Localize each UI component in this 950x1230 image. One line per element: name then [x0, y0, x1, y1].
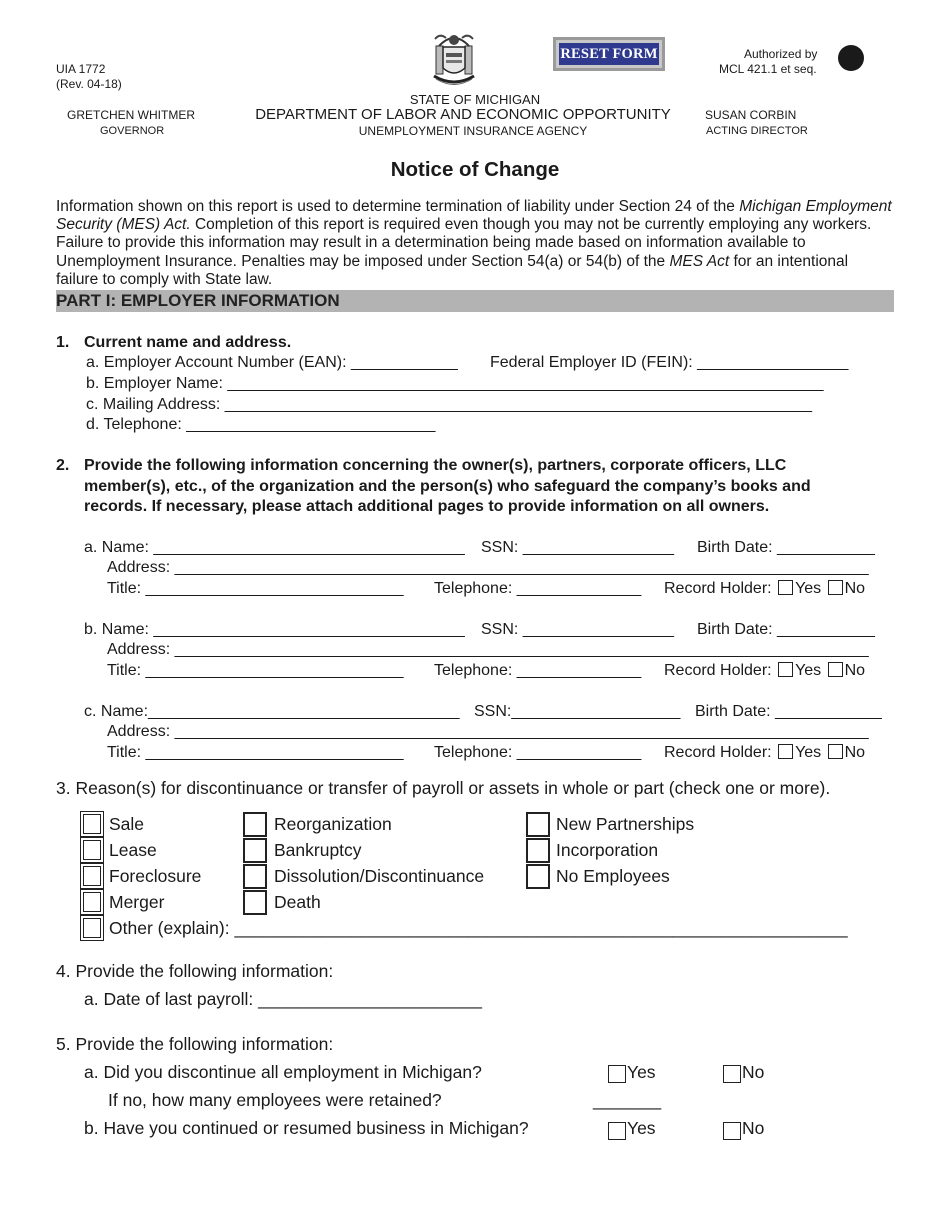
q5a-no-label: No — [742, 1062, 765, 1082]
other-explain-field[interactable]: Other (explain): _______________________________________________________________ — [109, 918, 848, 938]
fein-field[interactable]: Federal Employer ID (FEIN): _________________ — [490, 354, 849, 371]
filled-circle-icon — [838, 45, 864, 71]
owner-b-record-holder — [664, 661, 865, 682]
director-name: SUSAN CORBIN — [705, 108, 797, 122]
sale-checkbox[interactable] — [80, 811, 104, 837]
form-number: UIA 1772 — [56, 62, 106, 76]
incorporation-checkbox[interactable] — [526, 838, 550, 863]
q4-text: 4. Provide the following information: — [56, 961, 334, 981]
new-partnerships-checkbox[interactable] — [526, 812, 550, 837]
q5a-subquestion: If no, how many employees were retained? — [108, 1090, 442, 1110]
owner-c-record-holder — [664, 743, 865, 764]
reset-form-label: RESET FORM — [559, 43, 659, 65]
q2-line-1: Provide the following information concerning the owner(s), partners, corporate officers, LLC — [84, 457, 787, 474]
owner-b-title-field[interactable]: Title: _____________________________ — [107, 662, 404, 679]
new-partnerships-label: New Partnerships — [556, 814, 695, 834]
no-label: No — [844, 744, 866, 761]
merger-checkbox[interactable] — [80, 889, 104, 915]
yes-label: Yes — [795, 580, 822, 597]
reset-form-button[interactable] — [553, 37, 665, 71]
owner-c-title-field[interactable]: Title: _____________________________ — [107, 744, 404, 761]
dissolution-label: Dissolution/Discontinuance — [274, 866, 485, 886]
owner-b-name-field[interactable]: b. Name: ___________________________________ — [84, 621, 465, 638]
incorporation-label: Incorporation — [556, 840, 659, 860]
governor-title: GOVERNOR — [100, 125, 165, 137]
lease-checkbox[interactable] — [80, 837, 104, 863]
owner-a-yes-checkbox[interactable] — [778, 580, 793, 595]
reorganization-label: Reorganization — [274, 814, 392, 834]
reorganization-checkbox[interactable] — [243, 812, 267, 837]
state-name: STATE OF MICHIGAN — [409, 92, 541, 107]
owner-a-title-field[interactable]: Title: _____________________________ — [107, 580, 404, 597]
q5a-yes-label: Yes — [627, 1062, 656, 1082]
owner-c-no-checkbox[interactable] — [828, 744, 843, 759]
bankruptcy-label: Bankruptcy — [274, 840, 362, 860]
q2-number: 2. — [56, 457, 70, 474]
department-name: DEPARTMENT OF LABOR AND ECONOMIC OPPORTUNITY — [255, 106, 671, 123]
owner-a-birth-date-field[interactable]: Birth Date: ___________ — [697, 539, 875, 556]
director-title: ACTING DIRECTOR — [706, 125, 808, 137]
owner-c-address-field[interactable]: Address: ______________________________________________________________________________ — [107, 723, 869, 740]
q5a-question: a. Did you discontinue all employment in Michigan? — [84, 1062, 482, 1082]
owner-b-ssn-field[interactable]: SSN: _________________ — [481, 621, 675, 638]
no-label: No — [844, 662, 866, 679]
sale-label: Sale — [109, 814, 145, 834]
owner-c-yes-checkbox[interactable] — [778, 744, 793, 759]
foreclosure-label: Foreclosure — [109, 866, 202, 886]
q2-line-3: records. If necessary, please attach additional pages to provide information on all owners. — [84, 498, 770, 515]
owner-b-yes-checkbox[interactable] — [778, 662, 793, 677]
telephone-field[interactable]: d. Telephone: ____________________________ — [86, 416, 436, 433]
authority-citation: MCL 421.1 et seq. — [719, 62, 817, 76]
record-holder-label: Record Holder: — [664, 744, 772, 761]
employer-name-field[interactable]: b. Employer Name: ___________________________________________________________________ — [86, 375, 824, 392]
owner-b-telephone-field[interactable]: Telephone: ______________ — [434, 662, 642, 679]
record-holder-label: Record Holder: — [664, 580, 772, 597]
death-label: Death — [274, 892, 321, 912]
q3-text: 3. Reason(s) for discontinuance or transfer of payroll or assets in whole or part (check one or more). — [56, 778, 831, 798]
authorized-by: Authorized by — [744, 47, 818, 61]
merger-label: Merger — [109, 892, 165, 912]
agency-name: UNEMPLOYMENT INSURANCE AGENCY — [358, 124, 588, 138]
intro-line-2: Security (MES) Act. Completion of this report is required even though you may not be currently employing any workers. — [56, 216, 872, 233]
q5a-no-checkbox[interactable] — [723, 1065, 741, 1083]
lease-label: Lease — [109, 840, 157, 860]
q5b-yes-checkbox[interactable] — [608, 1122, 626, 1140]
yes-label: Yes — [795, 662, 822, 679]
owner-c-name-field[interactable]: c. Name:___________________________________ — [84, 703, 460, 720]
owner-a-name-field[interactable]: a. Name: ___________________________________ — [84, 539, 465, 556]
owner-b-no-checkbox[interactable] — [828, 662, 843, 677]
michigan-seal-icon — [431, 32, 477, 85]
q5-text: 5. Provide the following information: — [56, 1034, 334, 1054]
owner-a-no-checkbox[interactable] — [828, 580, 843, 595]
no-employees-label: No Employees — [556, 866, 670, 886]
q5b-yes-label: Yes — [627, 1118, 656, 1138]
owner-a-address-field[interactable]: Address: ______________________________________________________________________________ — [107, 559, 869, 576]
owner-a-telephone-field[interactable]: Telephone: ______________ — [434, 580, 642, 597]
intro-line-1: Information shown on this report is used to determine termination of liability under Section 24 of the Michigan Employment — [56, 198, 892, 215]
q5b-no-checkbox[interactable] — [723, 1122, 741, 1140]
section-heading-part-1: PART I: EMPLOYER INFORMATION — [56, 290, 894, 312]
intro-line-3: Failure to provide this information may result in a determination being made based on information available to — [56, 234, 806, 251]
owner-c-ssn-field[interactable]: SSN:___________________ — [474, 703, 681, 720]
last-payroll-date-field[interactable]: a. Date of last payroll: _______________________ — [84, 989, 482, 1009]
owner-c-telephone-field[interactable]: Telephone: ______________ — [434, 744, 642, 761]
owner-a-record-holder — [664, 579, 865, 600]
dissolution-checkbox[interactable] — [243, 864, 267, 889]
intro-line-4: Unemployment Insurance. Penalties may be imposed under Section 54(a) or 54(b) of the MES Act for an intentional — [56, 253, 849, 270]
governor-name: GRETCHEN WHITMER — [67, 108, 195, 122]
other-checkbox[interactable] — [80, 915, 104, 941]
no-label: No — [844, 580, 866, 597]
death-checkbox[interactable] — [243, 890, 267, 915]
q5a-yes-checkbox[interactable] — [608, 1065, 626, 1083]
employees-retained-field[interactable]: _______ — [593, 1090, 662, 1110]
q2-line-2: member(s), etc., of the organization and the person(s) who safeguard the company’s books and — [84, 478, 811, 495]
record-holder-label: Record Holder: — [664, 662, 772, 679]
owner-c-birth-date-field[interactable]: Birth Date: ____________ — [695, 703, 882, 720]
mailing-address-field[interactable]: c. Mailing Address: __________________________________________________________________ — [86, 396, 813, 413]
no-employees-checkbox[interactable] — [526, 864, 550, 889]
intro-line-5: failure to comply with State law. — [56, 271, 273, 288]
q1-title: Current name and address. — [84, 334, 292, 351]
bankruptcy-checkbox[interactable] — [243, 838, 267, 863]
owner-b-birth-date-field[interactable]: Birth Date: ___________ — [697, 621, 875, 638]
form-revision: (Rev. 04-18) — [56, 77, 122, 91]
ean-field[interactable]: a. Employer Account Number (EAN): ____________ — [86, 354, 458, 371]
q5b-question: b. Have you continued or resumed business in Michigan? — [84, 1118, 529, 1138]
q1-number: 1. — [56, 334, 70, 351]
owner-a-ssn-field[interactable]: SSN: _________________ — [481, 539, 675, 556]
owner-b-address-field[interactable]: Address: ______________________________________________________________________________ — [107, 641, 869, 658]
page-title: Notice of Change — [390, 158, 560, 181]
q5b-no-label: No — [742, 1118, 765, 1138]
foreclosure-checkbox[interactable] — [80, 863, 104, 889]
yes-label: Yes — [795, 744, 822, 761]
